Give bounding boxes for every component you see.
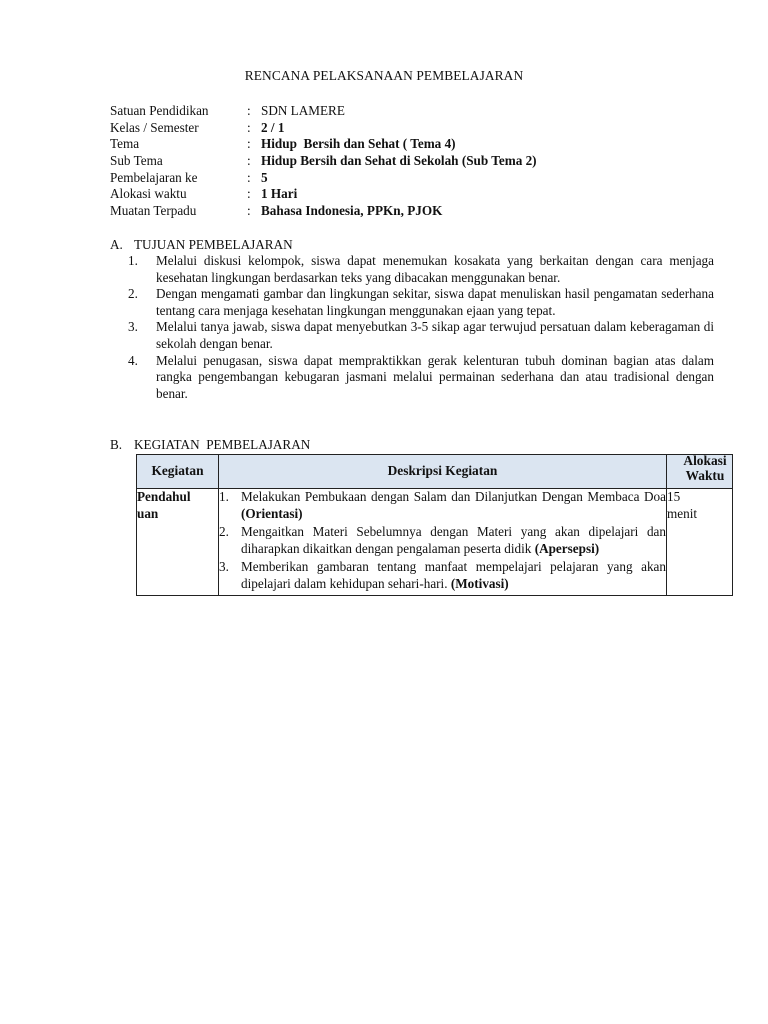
list-number: 1. xyxy=(128,253,138,268)
info-row xyxy=(110,120,730,137)
step-text: Mengaitkan Materi Sebelumnya dengan Materi yang akan dipelajari dan diharapkan dikaitkan dengan pengalaman peserta didik xyxy=(241,524,666,556)
step-number: 3. xyxy=(219,559,229,575)
info-value: Hidup Bersih dan Sehat di Sekolah (Sub Tema 2) xyxy=(261,153,537,169)
info-colon: : xyxy=(247,119,251,135)
header-kegiatan: Kegiatan xyxy=(137,455,219,489)
info-label: Muatan Terpadu xyxy=(110,203,197,219)
info-value: 5 xyxy=(261,169,268,185)
info-value: Bahasa Indonesia, PPKn, PJOK xyxy=(261,203,443,219)
info-row xyxy=(110,170,730,187)
list-item xyxy=(128,319,714,352)
header-deskripsi: Deskripsi Kegiatan xyxy=(219,455,667,489)
info-label: Pembelajaran ke xyxy=(110,169,198,185)
info-value: 2 / 1 xyxy=(261,119,285,135)
alokasi-value: 15 xyxy=(667,489,681,504)
activity-table xyxy=(136,454,733,596)
section-title: KEGIATAN PEMBELAJARAN xyxy=(134,437,311,452)
info-row xyxy=(110,136,730,153)
document-title: RENCANA PELAKSANAAN PEMBELAJARAN xyxy=(244,68,524,83)
info-colon: : xyxy=(247,169,251,185)
list-item xyxy=(219,489,666,522)
steps-list xyxy=(219,489,666,593)
list-item xyxy=(219,559,666,592)
table-row xyxy=(137,489,733,596)
info-colon: : xyxy=(247,186,251,202)
info-colon: : xyxy=(247,153,251,169)
list-number: 4. xyxy=(128,352,138,368)
step-tag: (Motivasi) xyxy=(450,575,509,591)
cell-deskripsi xyxy=(219,489,667,596)
list-number: 2. xyxy=(128,286,138,302)
step-text: Memberikan gambaran tentang manfaat mempelajari pelajaran yang akan dipelajari dalam kehidupan sehari-hari. xyxy=(241,559,666,591)
list-item xyxy=(128,353,714,403)
info-block xyxy=(110,103,730,220)
info-row xyxy=(110,153,730,170)
cell-kegiatan xyxy=(137,489,219,596)
info-value: Hidup Bersih dan Sehat ( Tema 4) xyxy=(261,136,456,152)
info-colon: : xyxy=(247,203,251,219)
info-label: Kelas / Semester xyxy=(110,119,199,135)
info-row xyxy=(110,203,730,220)
list-number: 3. xyxy=(128,319,138,335)
info-value: SDN LAMERE xyxy=(261,103,345,118)
info-label: Sub Tema xyxy=(110,153,163,169)
section-title: TUJUAN PEMBELAJARAN xyxy=(134,237,293,252)
info-value: 1 Hari xyxy=(261,186,298,202)
info-colon: : xyxy=(247,103,251,118)
list-text: Melalui tanya jawab, siswa dapat menyebutkan 3-5 sikap agar terwujud persatuan dalam keberagaman di sekolah dengan benar. xyxy=(156,319,714,351)
step-tag: (Apersepsi) xyxy=(534,540,600,556)
step-text-wrap xyxy=(241,559,666,592)
header-alokasi xyxy=(667,455,733,489)
objectives-list xyxy=(128,253,714,402)
header-alokasi-line1: Alokasi xyxy=(683,453,727,468)
info-label: Satuan Pendidikan xyxy=(110,103,209,118)
step-text-wrap xyxy=(241,489,666,522)
step-tag: (Orientasi) xyxy=(241,505,303,521)
cell-alokasi xyxy=(667,489,733,596)
info-colon: : xyxy=(247,136,251,152)
header-alokasi-line2: Waktu xyxy=(685,468,725,483)
section-a-heading xyxy=(110,237,293,254)
step-number: 2. xyxy=(219,524,229,540)
table-header-row xyxy=(137,455,733,489)
list-text: Melalui diskusi kelompok, siswa dapat menemukan kosakata yang berkaitan dengan cara menjaga kesehatan lingkungan berdasarkan teks yang dibacakan menggunakan benar. xyxy=(156,253,714,285)
section-b-heading xyxy=(110,437,310,454)
section-letter: A. xyxy=(110,237,123,252)
section-letter: B. xyxy=(110,437,123,452)
list-item xyxy=(219,524,666,557)
info-label: Tema xyxy=(110,136,140,152)
info-row xyxy=(110,103,730,120)
list-item xyxy=(128,253,714,286)
list-item xyxy=(128,286,714,319)
list-text: Dengan mengamati gambar dan lingkungan sekitar, siswa dapat menuliskan hasil pengamatan sederhana tentang cara menjaga kesehatan lingkungan menggunakan ejaan yang tepat. xyxy=(156,286,714,318)
info-row xyxy=(110,186,730,203)
step-text: Melakukan Pembukaan dengan Salam dan Dilanjutkan Dengan Membaca Doa xyxy=(241,489,666,504)
alokasi-unit: menit xyxy=(667,505,698,521)
kegiatan-line1: Pendahul xyxy=(137,489,191,504)
step-number: 1. xyxy=(219,489,229,504)
list-text: Melalui penugasan, siswa dapat mempraktikkan gerak kelenturan tubuh dominan bagian atas dalam rangka pengembangan kebugaran jasmani melalui permainan sederhana dan atau tradisional dengan benar. xyxy=(156,352,714,401)
info-label: Alokasi waktu xyxy=(110,186,187,202)
kegiatan-line2: uan xyxy=(137,505,159,521)
step-text-wrap xyxy=(241,524,666,557)
